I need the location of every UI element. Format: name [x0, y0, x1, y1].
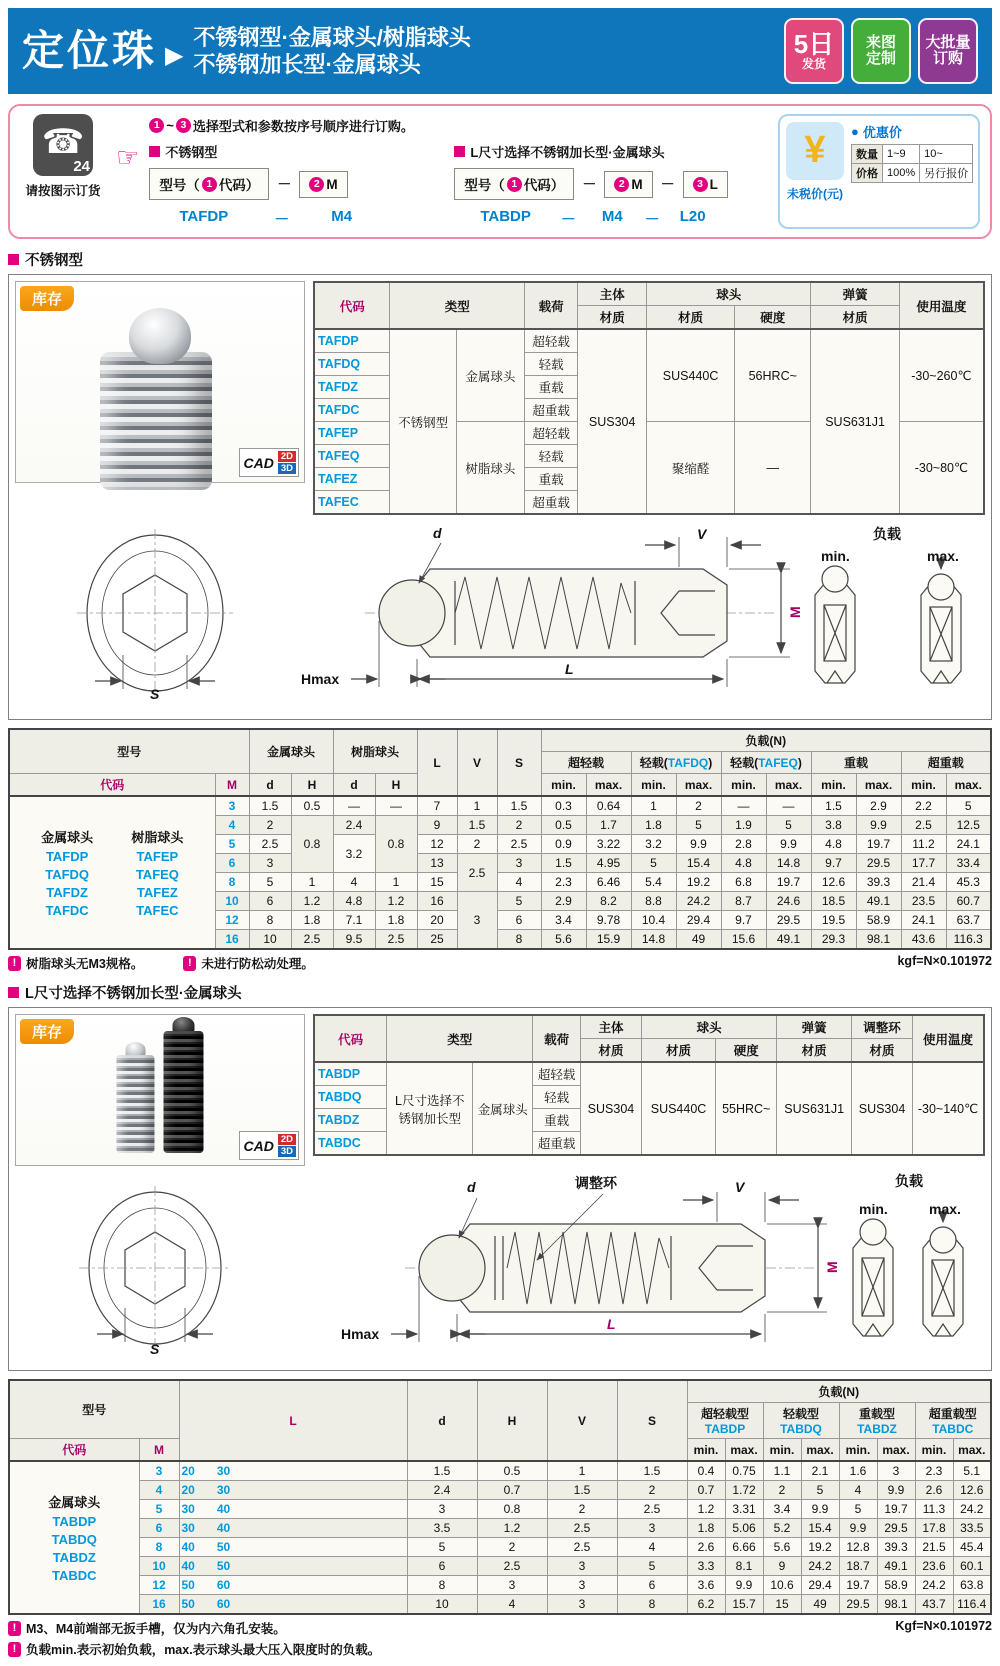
model-code-link[interactable]: TAFDP — [45, 849, 89, 864]
dim-label-m: M — [824, 1261, 840, 1273]
load-title: 负载 — [873, 526, 901, 542]
technical-drawing-stainless — [15, 521, 983, 713]
price-box — [778, 114, 980, 229]
table-row: TABDC 超重载 — [314, 1132, 984, 1156]
model-code-link[interactable]: TAFDZ — [314, 376, 390, 399]
phone-icon: ☎ 24 — [33, 114, 93, 176]
section2-heading: L尺寸选择不锈钢加长型·金属球头 — [8, 982, 992, 1003]
model-code-link[interactable]: TABDQ — [314, 1086, 387, 1109]
ordering-instruction: 1 ~ 3 选择型式和参数按序号顺序进行订购。 — [149, 116, 768, 135]
model-codes-cell: 金属球头 TABDP TABDQ TABDZ TABDC — [9, 1461, 139, 1614]
model-code-link[interactable]: TAFEC — [136, 903, 179, 918]
table-row: 8 5 1 4 1 15 4 2.3 6.46 5.4 19.2 6.8 19.7 12.6 39.3 21.4 45.3 — [9, 873, 991, 892]
phone-order: ☎ 24 请按图示订货 — [20, 114, 106, 229]
promo-badges — [784, 18, 978, 84]
l-options[interactable]: 50 60 — [179, 1576, 407, 1595]
load-min-label: min. — [821, 548, 850, 564]
model-codes-cell: 金属球头 树脂球头 TAFDP TAFEP TAFDQ TAFEQ TAFDZ TAFEZ TAFDC TAFEC — [9, 796, 215, 949]
l-options[interactable]: 30 40 — [179, 1500, 407, 1519]
model-code-link[interactable]: TAFDQ — [314, 353, 390, 376]
table-row: TABDP L尺寸选择不锈钢加长型 金属球头 超轻载 SUS304 SUS440C 55HRC~ SUS631J1 SUS304 -30~140℃ — [314, 1062, 984, 1086]
dim-label-hmax: Hmax — [301, 671, 340, 687]
table-row: 8 40 50 5 2 2.5 4 2.6 6.66 5.6 19.2 12.8 39.3 21.5 45.4 — [9, 1538, 991, 1557]
model-code-link[interactable]: TAFEP — [314, 422, 390, 445]
section-bullet — [8, 254, 19, 265]
table-row: 4 20 30 2.4 0.7 1.5 2 0.7 1.72 2 5 4 9.9 2.6 12.6 — [9, 1481, 991, 1500]
arrow-icon: ▶ — [165, 41, 184, 69]
stock-badge: 库存 — [20, 1019, 74, 1044]
table-row: TAFEC 超重载 — [314, 491, 984, 515]
spec-table-stainless: 代码 类型 载荷 主体 球头 弹簧 使用温度 材质 材质 硬度 材质 TAFDP 不锈钢型 金属球头 超轻载 SUS304 SUS440C 56HRC~ SUS631J1 -30~260℃ TAFDQ 轻载 TAFDZ 重载 TAFDC 超重载 TAFEP 树脂球头 超轻载 聚缩醛 — -30~80℃ TAFEQ 轻载 TAFEZ 重载 TAFEC 超重载 — [313, 281, 985, 515]
note-icon: ! — [183, 956, 196, 971]
model-code-link[interactable]: TABDC — [314, 1132, 387, 1156]
table-row: 16 50 60 10 4 3 8 6.2 15.7 15 49 29.5 98.1 43.7 116.4 — [9, 1595, 991, 1615]
l-options[interactable]: 40 50 — [179, 1557, 407, 1576]
table-row: 10 6 1.2 4.8 1.2 16 3 5 2.9 8.2 8.8 24.2 8.7 24.6 18.5 49.1 23.5 60.7 — [9, 892, 991, 911]
model-box-m: 2 M — [604, 171, 652, 198]
pointing-hand-icon: ☞ — [116, 142, 140, 172]
unit-conversion: kgf=N×0.101972 — [897, 954, 992, 968]
table-row: 金属球头 TABDP TABDQ TABDZ TABDC 3 20 30 1.5 0.5 1 1.5 0.4 0.75 1.1 2.1 1.6 3 2.3 5.1 — [9, 1461, 991, 1481]
table-row: 10 40 50 6 2.5 3 5 3.3 8.1 9 24.2 18.7 49.1 23.6 60.1 — [9, 1557, 991, 1576]
dim-label-l: L — [607, 1316, 616, 1332]
table-row: TAFDP 不锈钢型 金属球头 超轻载 SUS304 SUS440C 56HRC~ SUS631J1 -30~260℃ — [314, 329, 984, 353]
dimension-table-long: 型号 L d H V S 负载(N) 超轻载型 TABDP 轻载型 TABDQ 重载型 TABDZ 超重载型 TABDC 代码 M min. max. min. max. min. max. min. max. 金属球头 TABDP TABDQ TABDZ TABDC 3 20 30 1.5 0.5 1 1.5 0.4 0.75 1.1 2.1 1.6 3 2.3 5.1 4 20 30 2.4 0.7 1.5 2 0.7 1.72 2 5 4 9.9 2.6 12.6 5 30 40 3 0.8 2 2.5 1.2 3.31 3.4 9.9 5 19.7 11.3 24.2 6 30 40 3.5 1.2 2.5 3 1.8 5.06 5.2 15.4 9.9 29.5 17.8 33.5 8 40 50 5 2 2.5 4 2.6 6.66 5.6 19.2 12.8 39.3 21.5 45.4 10 40 50 6 2.5 3 5 3.3 8.1 9 24.2 18.7 49.1 23.6 60.1 12 50 60 8 3 3 6 3.6 9.9 10.6 29.4 19.7 58.9 24.2 63.8 16 50 60 10 4 3 8 6.2 15.7 15 49 29.5 98.1 43.7 116.4 — [8, 1379, 992, 1615]
model-code-link[interactable]: TAFDP — [314, 329, 390, 353]
price-caption: 未税价(元) — [787, 187, 843, 201]
table-row: TABDQ 轻载 — [314, 1086, 984, 1109]
table-row: 6 3 13 2.5 3 1.5 4.95 5 15.4 4.8 14.8 9.7 29.5 17.7 33.4 — [9, 854, 991, 873]
section1-content — [8, 274, 992, 720]
order-col-long: L尺寸选择不锈钢加长型·金属球头 型号（ 1 代码） － 2 M － 3 L TABDP － M4 － L20 — [454, 142, 768, 229]
l-options[interactable]: 30 40 — [179, 1519, 407, 1538]
table-row: TAFEP 树脂球头 超轻载 聚缩醛 — -30~80℃ — [314, 422, 984, 445]
l-options[interactable]: 20 30 — [179, 1461, 407, 1481]
page-banner — [8, 8, 992, 94]
badge-custom-drawing: 来图 定制 — [851, 18, 911, 84]
dim-label-hmax: Hmax — [341, 1326, 380, 1342]
note-icon: ! — [8, 956, 21, 971]
discount-title: ● 优惠价 — [851, 124, 902, 140]
dim-label-v: V — [697, 526, 707, 542]
table-row: 12 8 1.8 7.1 1.8 20 6 3.4 9.78 10.4 29.4 9.7 29.5 19.5 58.9 24.1 63.7 — [9, 911, 991, 930]
model-code-link[interactable]: TAFEQ — [135, 867, 179, 882]
table-row: 6 30 40 3.5 1.2 2.5 3 1.8 5.06 5.2 15.4 9.9 29.5 17.8 33.5 — [9, 1519, 991, 1538]
plunger-image — [117, 1017, 204, 1153]
page-title: 定位珠 — [22, 27, 158, 74]
model-code-link[interactable]: TAFEQ — [314, 445, 390, 468]
price-table: 数量 1~9 10~ 价格 100% 另行报价 — [851, 144, 973, 183]
order-example-long: TABDP － M4 － L20 — [480, 208, 706, 228]
stock-badge: 库存 — [20, 286, 74, 311]
table-row: 金属球头 树脂球头 TAFDP TAFEP TAFDQ TAFEQ TAFDZ TAFEZ TAFDC TAFEC 3 1.5 0.5 — — 7 1 1.5 0.3 0.64 1 2 — — 1.5 2.9 2.2 5 — [9, 796, 991, 816]
table-row: 4 2 0.8 2.4 0.8 9 1.5 2 0.5 1.7 1.8 5 1.9 5 3.8 9.9 2.5 12.5 — [9, 816, 991, 835]
dim-label-d: d — [467, 1179, 476, 1195]
section-bullet — [454, 146, 465, 157]
model-code-link[interactable]: TAFEP — [136, 849, 179, 864]
notes-section1: ! 树脂球头无M3规格。 ! 未进行防松动处理。 kgf=N×0.101972 — [8, 954, 992, 972]
notes-section2: ! M3、M4前端部无扳手槽，仅为内六角孔安装。 Kgf=N×0.101972 ! 负载min.表示初始负载，max.表示球头最大压入限度时的负载。 — [8, 1619, 992, 1658]
model-code-link[interactable]: TAFEC — [314, 491, 390, 515]
page-subtitle — [193, 24, 470, 79]
load-title: 负载 — [895, 1173, 923, 1189]
l-options[interactable]: 50 60 — [179, 1595, 407, 1615]
model-code-link[interactable]: TAFEZ — [136, 885, 178, 900]
table-row: TAFDC 超重载 — [314, 399, 984, 422]
table-row: 5 30 40 3 0.8 2 2.5 1.2 3.31 3.4 9.9 5 19.7 11.3 24.2 — [9, 1500, 991, 1519]
section-bullet — [149, 146, 160, 157]
model-code-link[interactable]: TAFDC — [314, 399, 390, 422]
model-code-link[interactable]: TAFDQ — [45, 867, 90, 882]
dimension-table-stainless: 型号 金属球头 树脂球头 L V S 负载(N) 超轻载 轻载(TAFDQ) 轻载(TAFEQ) 重载 超重载 代码 M d H d H min. max. min. max. min. max. min. max. min. max. 金属球头 树脂球头 TAFDP TAFEP TAFDQ TAFEQ TAFDZ TAFEZ TAFDC TAFEC 3 1.5 0.5 — — 7 1 1.5 0.3 0.64 1 2 — — 1.5 2.9 2.2 5 4 2 0.8 2.4 0.8 9 1.5 2 0.5 1.7 1.8 5 1.9 5 3.8 9.9 2.5 12.5 5 2.5 3.2 12 2 2.5 0.9 3.22 3.2 9.9 2.8 9.9 4.8 19.7 11.2 24.1 6 3 13 2.5 3 1.5 4.95 5 15.4 4.8 14.8 9.7 29.5 17.7 33.4 8 5 1 4 1 15 4 2.3 6.46 5.4 19.2 6.8 19.7 12.6 39.3 21.4 45.3 10 6 1.2 4.8 1.2 16 3 5 2.9 8.2 8.8 24.2 8.7 24.6 18.5 49.1 23.5 60.7 12 8 1.8 7.1 1.8 20 6 3.4 9.78 10.4 29.4 9.7 29.5 19.5 58.9 24.1 63.7 16 10 2.5 9.5 2.5 25 8 5.6 15.9 14.8 49 15.6 49.1 29.3 98.1 43.6 116.3 — [8, 728, 992, 950]
order-example-stainless: TAFDP － M4 — [179, 208, 353, 228]
ordering-main — [149, 114, 768, 229]
product-photo-long — [15, 1014, 305, 1166]
load-max-label: max. — [927, 548, 959, 564]
l-options[interactable]: 20 30 — [179, 1481, 407, 1500]
table-row: TAFDQ 轻载 — [314, 353, 984, 376]
dim-label-s: S — [150, 686, 160, 702]
table-row: TAFDZ 重载 — [314, 376, 984, 399]
dim-label-d: d — [433, 525, 442, 541]
order-col-stainless: 不锈钢型 型号（ 1 代码） － 2 M TAFDP － M4 — [149, 142, 454, 229]
technical-drawing-long — [15, 1172, 983, 1364]
model-box-m: 2 M — [299, 171, 347, 198]
load-min-label: min. — [859, 1201, 888, 1217]
subtitle-line1: 不锈钢型·金属球头/树脂球头 — [193, 24, 471, 50]
table-row: TABDZ 重载 — [314, 1109, 984, 1132]
model-code-link[interactable]: TABDP — [52, 1514, 97, 1529]
model-code-link[interactable]: TABDZ — [52, 1550, 96, 1565]
adjust-ring-label: 调整环 — [575, 1175, 617, 1191]
model-box-code: 型号（ 1 代码） — [454, 168, 574, 200]
table-row: 16 10 2.5 9.5 2.5 25 8 5.6 15.9 14.8 49 15.6 49.1 29.3 98.1 43.6 116.3 — [9, 930, 991, 950]
table-row: 5 2.5 3.2 12 2 2.5 0.9 3.22 3.2 9.9 2.8 9.9 4.8 19.7 11.2 24.1 — [9, 835, 991, 854]
ordering-guide — [8, 104, 992, 239]
model-code-link[interactable]: TAFDZ — [46, 885, 88, 900]
dim-label-m: M — [787, 606, 803, 618]
table-row: TAFEZ 重载 — [314, 468, 984, 491]
model-code-link[interactable]: TAFDC — [45, 903, 89, 918]
model-code-link[interactable]: TABDC — [51, 1568, 97, 1583]
model-code-link[interactable]: TABDP — [314, 1062, 387, 1086]
table-row: 12 50 60 8 3 3 6 3.6 9.9 10.6 29.4 19.7 58.9 24.2 63.8 — [9, 1576, 991, 1595]
model-code-link[interactable]: TABDZ — [314, 1109, 387, 1132]
note-icon: ! — [8, 1621, 21, 1636]
section1-heading: 不锈钢型 — [8, 249, 992, 270]
dim-label-l: L — [565, 661, 574, 677]
cad-logo[interactable]: CAD 2D 3D — [239, 1131, 300, 1160]
spec-table-long: 代码 类型 载荷 主体 球头 弹簧 调整环 使用温度 材质 材质 硬度 材质 材质 TABDP L尺寸选择不锈钢加长型 金属球头 超轻载 SUS304 SUS440C 55HRC~ SUS631J1 SUS304 -30~140℃ TABDQ 轻载 TABDZ 重载 TABDC 超重载 — [313, 1014, 985, 1156]
yen-icon: ¥ — [786, 122, 844, 180]
dim-label-s: S — [150, 1341, 160, 1357]
section-bullet — [8, 987, 19, 998]
product-photo-stainless — [15, 281, 305, 483]
subtitle-line2: 不锈钢加长型·金属球头 — [193, 52, 421, 77]
model-code-link[interactable]: TABDQ — [51, 1532, 97, 1547]
table-row: TAFEQ 轻载 — [314, 445, 984, 468]
note-icon: ! — [8, 1642, 21, 1657]
badge-bulk-order: 大批量 订购 — [918, 18, 978, 84]
unit-conversion: Kgf=N×0.101972 — [895, 1619, 992, 1633]
model-box-l: 3 L — [683, 171, 728, 198]
plunger-image — [100, 308, 220, 490]
dim-label-v: V — [735, 1179, 745, 1195]
cad-logo[interactable]: CAD 2D 3D — [239, 448, 300, 477]
badge-5day-shipping: 5日 发货 — [784, 18, 844, 84]
l-options[interactable]: 40 50 — [179, 1538, 407, 1557]
model-box-code: 型号（ 1 代码） — [149, 168, 269, 200]
load-max-label: max. — [929, 1201, 961, 1217]
section2-content — [8, 1007, 992, 1371]
model-code-link[interactable]: TAFEZ — [314, 468, 390, 491]
